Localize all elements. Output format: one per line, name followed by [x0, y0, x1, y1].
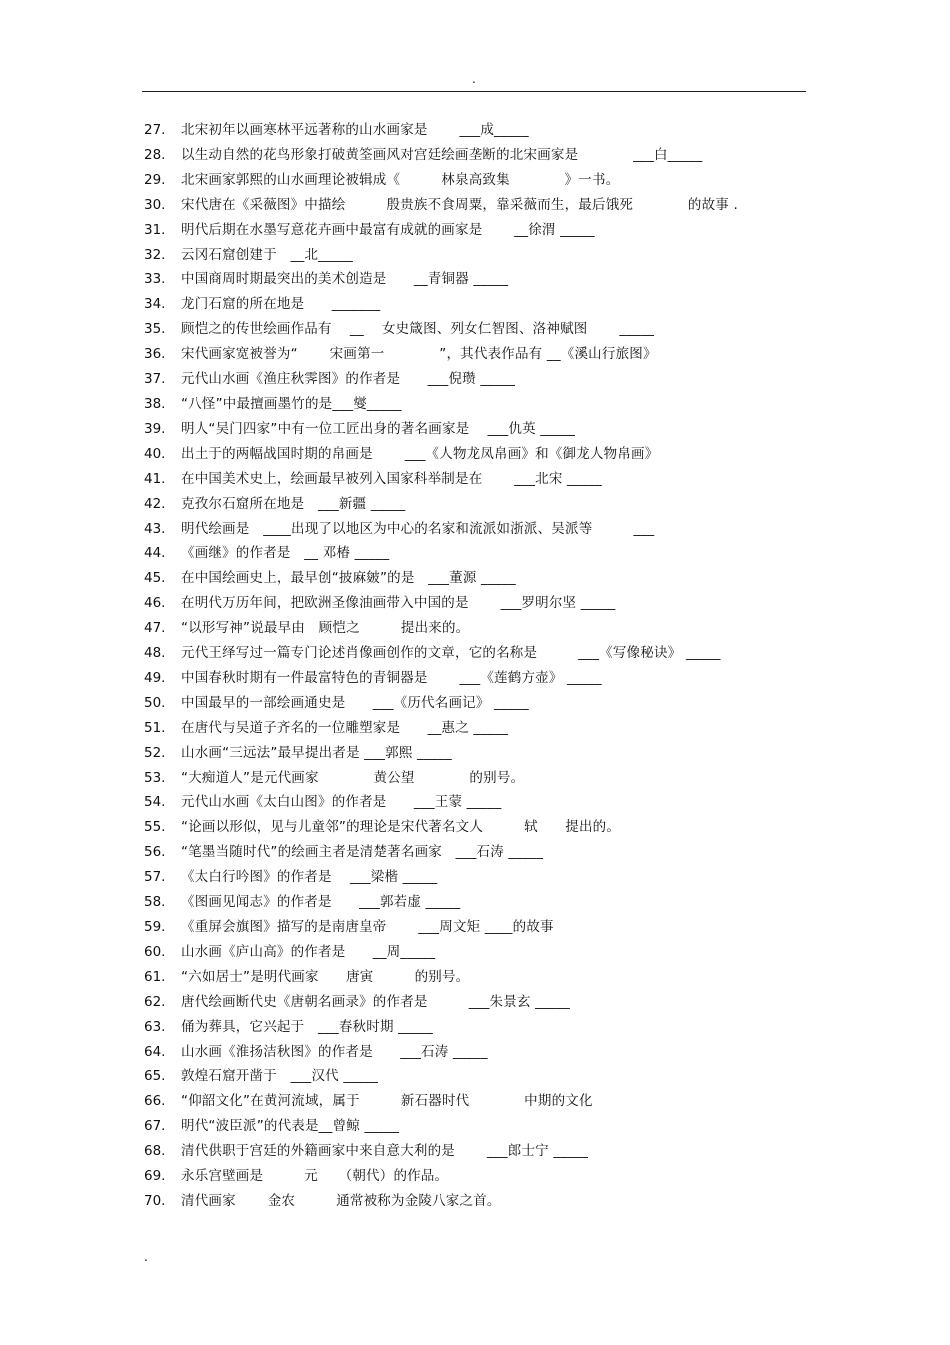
question-text: 宋代唐在《采薇图》中描绘 殷贵族不食周粟，靠采薇而生，最后饿死 的故事 . — [181, 196, 738, 213]
question-number: 61. — [144, 968, 166, 985]
question-item — [144, 218, 824, 243]
question-number: 66. — [144, 1093, 166, 1110]
question-number: 53. — [144, 769, 166, 786]
question-item — [144, 890, 824, 915]
question-item — [144, 641, 824, 666]
question-number: 27. — [144, 122, 166, 138]
question-item — [144, 591, 824, 616]
question-text: 在中国美术史上，绘画最早被列入国家科举制是在 ___北宋 _____ — [181, 470, 602, 487]
question-number: 62. — [144, 993, 166, 1010]
question-number: 70. — [144, 1192, 166, 1209]
question-item — [144, 417, 824, 442]
footer-mark: . — [144, 1250, 148, 1264]
question-number: 65. — [144, 1068, 166, 1085]
question-number: 56. — [144, 844, 166, 861]
question-text: 以生动自然的花鸟形象打破黄筌画风对宫廷绘画垄断的北宋画家是 ___白_____ — [181, 146, 703, 163]
question-text: 中国商周时期最突出的美术创造是 __青铜器 _____ — [181, 271, 509, 288]
question-number: 44. — [144, 545, 166, 562]
question-item — [144, 1114, 824, 1139]
question-text: 在明代万历年间，把欧洲圣像油画带入中国的是 ___罗明尔坚 _____ — [181, 595, 616, 612]
question-text: 元代山水画《太白山图》的作者是 ___王蒙 _____ — [181, 794, 502, 811]
question-list — [144, 118, 824, 1214]
question-item — [144, 965, 824, 990]
question-text: “以形写神”说最早由 顾恺之 提出来的。 — [181, 620, 470, 637]
question-text: 元代山水画《渔庄秋霁图》的作者是 ___倪瓒 _____ — [181, 371, 516, 388]
question-item — [144, 118, 824, 143]
question-text: 清代供职于宫廷的外籍画家中来自意大利的是 ___郎士宁 _____ — [181, 1143, 589, 1160]
question-number: 57. — [144, 869, 166, 886]
question-item — [144, 467, 824, 492]
question-text: 龙门石窟的所在地是 _______ — [181, 296, 381, 313]
question-number: 60. — [144, 943, 166, 960]
question-text: “大痴道人”是元代画家 黄公望 的别号。 — [181, 769, 525, 786]
question-text: 中国最早的一部绘画通史是 ___《历代名画记》 _____ — [181, 694, 529, 711]
question-number: 29. — [144, 171, 166, 188]
question-item — [144, 915, 824, 940]
question-text: 山水画《淮扬洁秋图》的作者是 ___石涛 _____ — [181, 1043, 488, 1060]
question-item — [144, 666, 824, 691]
question-text: 唐代绘画断代史《唐朝名画录》的作者是 ___朱景玄 _____ — [181, 993, 570, 1010]
question-text: 明代绘画是 ____出现了以地区为中心的名家和流派如浙派、吴派等 ___ — [181, 520, 655, 537]
question-item — [144, 143, 824, 168]
question-item — [144, 492, 824, 517]
question-text: 出土于的两幅战国时期的帛画是 ___《人物龙凤帛画》和《御龙人物帛画》 — [181, 445, 659, 462]
question-text: 元代王绎写过一篇专门论述肖像画创作的文章，它的名称是 ___《写像秘诀》 _____ — [181, 645, 721, 662]
question-item — [144, 243, 824, 268]
question-text: “论画以形似，见与儿童邻”的理论是宋代著名文人 轼 提出的。 — [181, 819, 621, 836]
question-number: 41. — [144, 470, 166, 487]
question-text: 北宋初年以画寒林平远著称的山水画家是 ___成_____ — [181, 122, 529, 138]
question-number: 30. — [144, 196, 166, 213]
question-number: 52. — [144, 744, 166, 761]
question-item — [144, 442, 824, 467]
question-text: 《太白行吟图》的作者是 ___梁楷 _____ — [181, 869, 438, 886]
question-item — [144, 815, 824, 840]
question-text: 顾恺之的传世绘画作品有 __ 女史箴图、列女仁智图、洛神赋图 _____ — [181, 321, 655, 338]
question-item — [144, 1064, 824, 1089]
question-text: “八怪”中最擅画墨竹的是___燮_____ — [181, 395, 402, 412]
question-number: 48. — [144, 645, 166, 662]
question-text: 山水画“三远法”最早提出者是 ___郭熙 _____ — [181, 744, 452, 761]
question-text: 山水画《庐山高》的作者是 __周_____ — [181, 943, 436, 960]
question-text: 《画继》的作者是 __ 邓椿 _____ — [181, 545, 390, 562]
question-number: 59. — [144, 919, 166, 935]
question-item — [144, 865, 824, 890]
question-item — [144, 317, 824, 342]
question-item — [144, 840, 824, 865]
question-item — [144, 1139, 824, 1164]
question-number: 38. — [144, 395, 166, 412]
question-number: 55. — [144, 819, 166, 836]
question-item — [144, 1040, 824, 1065]
question-number: 32. — [144, 246, 166, 263]
question-number: 37. — [144, 371, 166, 388]
question-number: 58. — [144, 894, 166, 911]
question-number: 43. — [144, 520, 166, 537]
header-rule — [142, 91, 806, 92]
question-number: 28. — [144, 146, 166, 163]
question-item — [144, 517, 824, 542]
question-number: 50. — [144, 694, 166, 711]
question-item — [144, 1015, 824, 1040]
question-text: 明人“吴门四家”中有一位工匠出身的著名画家是 ___仇英 _____ — [181, 420, 576, 437]
question-item — [144, 566, 824, 591]
question-text: 敦煌石窟开凿于 ___汉代 _____ — [181, 1068, 379, 1085]
question-text: 宋代画家宽被誉为“ 宋画第一 ”，其代表作品有 __《溪山行旅图》 — [181, 346, 657, 363]
question-number: 63. — [144, 1018, 166, 1035]
question-item — [144, 940, 824, 965]
question-item — [144, 1189, 824, 1214]
question-text: 克孜尔石窟所在地是 ___新疆 _____ — [181, 495, 406, 512]
question-number: 36. — [144, 346, 166, 363]
question-item — [144, 342, 824, 367]
question-number: 51. — [144, 719, 166, 736]
question-number: 42. — [144, 495, 166, 512]
question-item — [144, 716, 824, 741]
question-number: 68. — [144, 1143, 166, 1160]
question-item — [144, 267, 824, 292]
question-number: 39. — [144, 420, 166, 437]
question-item — [144, 392, 824, 417]
question-text: 《重屏会旗图》描写的是南唐皇帝 ___周文矩 ____的故事 — [181, 919, 554, 935]
question-item — [144, 193, 824, 218]
question-text: “六如居士”是明代画家 唐寅 的别号。 — [181, 968, 470, 985]
question-text: “笔墨当随时代”的绘画主者是清楚著名画家 ___石涛 _____ — [181, 844, 544, 861]
question-item — [144, 616, 824, 641]
question-text: 中国春秋时期有一件最富特色的青铜器是 ___《莲鹤方壶》 _____ — [181, 669, 602, 686]
question-item — [144, 292, 824, 317]
question-number: 54. — [144, 794, 166, 811]
question-text: 北宋画家郭熙的山水画理论被辑成《 林泉高致集 》一书。 — [181, 171, 620, 188]
question-number: 34. — [144, 296, 166, 313]
question-text: 云冈石窟创建于 __北_____ — [181, 246, 353, 263]
question-item — [144, 691, 824, 716]
question-item — [144, 168, 824, 193]
question-item — [144, 741, 824, 766]
question-number: 47. — [144, 620, 166, 637]
question-number: 67. — [144, 1118, 166, 1135]
question-item — [144, 367, 824, 392]
question-number: 46. — [144, 595, 166, 612]
question-item — [144, 990, 824, 1015]
question-item — [144, 790, 824, 815]
question-text: 俑为葬具，它兴起于 ___春秋时期 _____ — [181, 1018, 433, 1035]
question-text: 在中国绘画史上，最早创“披麻皴”的是 ___董源 _____ — [181, 570, 516, 587]
question-number: 31. — [144, 221, 166, 238]
question-text: 在唐代与吴道子齐名的一位雕塑家是 __惠之 _____ — [181, 719, 509, 736]
question-text: “仰韶文化”在黄河流域，属于 新石器时代 中期的文化 — [181, 1093, 593, 1110]
question-item — [144, 766, 824, 791]
question-item — [144, 1089, 824, 1114]
question-text: 永乐宫壁画是 元 （朝代）的作品。 — [181, 1168, 449, 1185]
question-text: 清代画家 金农 通常被称为金陵八家之首。 — [181, 1192, 501, 1209]
header-mark: . — [472, 72, 476, 86]
question-number: 40. — [144, 445, 166, 462]
question-item — [144, 541, 824, 566]
question-number: 64. — [144, 1043, 166, 1060]
question-number: 69. — [144, 1168, 166, 1185]
question-number: 35. — [144, 321, 166, 338]
question-item — [144, 1164, 824, 1189]
question-number: 49. — [144, 669, 166, 686]
question-text: 明代后期在水墨写意花卉画中最富有成就的画家是 __徐渭 _____ — [181, 221, 595, 238]
question-number: 45. — [144, 570, 166, 587]
question-number: 33. — [144, 271, 166, 288]
question-text: 《图画见闻志》的作者是 ___郭若虚 _____ — [181, 894, 461, 911]
question-text: 明代“波臣派”的代表是__曾鲸 _____ — [181, 1118, 400, 1135]
